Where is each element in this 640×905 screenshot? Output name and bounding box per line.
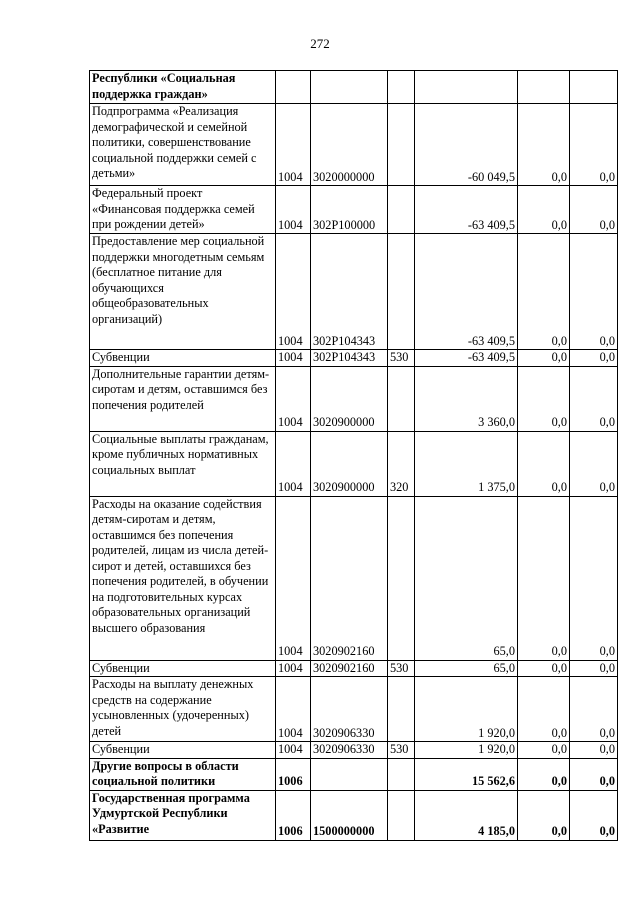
section-code: 1004: [276, 350, 311, 367]
amount-change: -63 409,5: [415, 350, 518, 367]
row-name: Субвенции: [90, 742, 276, 759]
amount-year3: 0,0: [570, 677, 618, 742]
expense-type-code: [388, 758, 415, 790]
row-name: Республики «Социальная поддержка граждан»: [90, 71, 276, 104]
section-code: 1004: [276, 660, 311, 677]
expense-type-code: [388, 496, 415, 660]
amount-year3: 0,0: [570, 742, 618, 759]
table-row: [90, 350, 618, 367]
amount-change: [415, 71, 518, 104]
amount-year2: 0,0: [518, 677, 570, 742]
table-row: [90, 790, 618, 840]
expense-type-code: [388, 677, 415, 742]
expense-type-code: [388, 104, 415, 186]
table-row: [90, 71, 618, 104]
amount-year2: 0,0: [518, 350, 570, 367]
target-article-code: 3020902160: [311, 496, 388, 660]
amount-year3: [570, 71, 618, 104]
row-name: Субвенции: [90, 660, 276, 677]
section-code: 1004: [276, 742, 311, 759]
table-row: [90, 660, 618, 677]
section-code: 1004: [276, 234, 311, 350]
row-name: Государственная программа Удмуртской Республики «Развитие: [90, 790, 276, 840]
target-article-code: [311, 71, 388, 104]
section-code: [276, 71, 311, 104]
amount-year3: 0,0: [570, 431, 618, 496]
target-article-code: 1500000000: [311, 790, 388, 840]
row-name: Другие вопросы в области социальной политики: [90, 758, 276, 790]
amount-year2: 0,0: [518, 234, 570, 350]
expense-type-code: 320: [388, 431, 415, 496]
row-name: Расходы на выплату денежных средств на содержание усыновленных (удочеренных) детей: [90, 677, 276, 742]
section-code: 1004: [276, 186, 311, 234]
row-name: Расходы на оказание содействия детям-сиротам и детям, оставшимся без попечения родителей, лицам из числа детей-сирот и детей, оставшихся без попечения родителей, в обучении на подготовительных курсах образовательных организаций высшего образования: [90, 496, 276, 660]
amount-year3: 0,0: [570, 496, 618, 660]
amount-year3: 0,0: [570, 366, 618, 431]
table-row: [90, 366, 618, 431]
amount-change: -60 049,5: [415, 104, 518, 186]
row-name: Подпрограмма «Реализация демографической и семейной политики, совершенствование социальной поддержки семей с детьми»: [90, 104, 276, 186]
amount-year3: 0,0: [570, 234, 618, 350]
amount-change: 1 920,0: [415, 742, 518, 759]
row-name: Дополнительные гарантии детям-сиротам и детям, оставшимся без попечения родителей: [90, 366, 276, 431]
amount-year3: 0,0: [570, 790, 618, 840]
table-row: [90, 742, 618, 759]
expense-type-code: [388, 186, 415, 234]
expense-type-code: 530: [388, 742, 415, 759]
amount-year2: 0,0: [518, 366, 570, 431]
section-code: 1006: [276, 758, 311, 790]
section-code: 1004: [276, 677, 311, 742]
expense-type-code: [388, 366, 415, 431]
row-name: Субвенции: [90, 350, 276, 367]
row-name: Федеральный проект «Финансовая поддержка семей при рождении детей»: [90, 186, 276, 234]
table-row: [90, 758, 618, 790]
amount-year2: 0,0: [518, 104, 570, 186]
table-row: [90, 234, 618, 350]
target-article-code: 3020906330: [311, 742, 388, 759]
row-name: Предоставление мер социальной поддержки многодетным семьям (бесплатное питание для обучающихся общеобразовательных организаций): [90, 234, 276, 350]
section-code: 1006: [276, 790, 311, 840]
target-article-code: 302P104343: [311, 234, 388, 350]
expense-type-code: [388, 790, 415, 840]
target-article-code: 302P100000: [311, 186, 388, 234]
amount-change: 1 375,0: [415, 431, 518, 496]
amount-year3: 0,0: [570, 758, 618, 790]
amount-year2: 0,0: [518, 660, 570, 677]
amount-year2: 0,0: [518, 431, 570, 496]
target-article-code: 3020000000: [311, 104, 388, 186]
section-code: 1004: [276, 104, 311, 186]
amount-change: -63 409,5: [415, 234, 518, 350]
amount-year3: 0,0: [570, 350, 618, 367]
amount-year3: 0,0: [570, 104, 618, 186]
target-article-code: 3020906330: [311, 677, 388, 742]
row-name: Социальные выплаты гражданам, кроме публичных нормативных социальных выплат: [90, 431, 276, 496]
amount-year2: 0,0: [518, 790, 570, 840]
amount-change: 65,0: [415, 660, 518, 677]
amount-change: 1 920,0: [415, 677, 518, 742]
amount-change: 15 562,6: [415, 758, 518, 790]
amount-year3: 0,0: [570, 660, 618, 677]
target-article-code: 3020900000: [311, 431, 388, 496]
section-code: 1004: [276, 496, 311, 660]
expense-type-code: [388, 71, 415, 104]
section-code: 1004: [276, 431, 311, 496]
target-article-code: 3020902160: [311, 660, 388, 677]
amount-year2: 0,0: [518, 186, 570, 234]
target-article-code: 302P104343: [311, 350, 388, 367]
amount-change: -63 409,5: [415, 186, 518, 234]
table-row: [90, 431, 618, 496]
table-row: [90, 104, 618, 186]
amount-year2: 0,0: [518, 496, 570, 660]
expense-type-code: 530: [388, 350, 415, 367]
amount-change: 3 360,0: [415, 366, 518, 431]
page-number: 272: [310, 36, 330, 51]
amount-year3: 0,0: [570, 186, 618, 234]
table-row: [90, 677, 618, 742]
amount-change: 4 185,0: [415, 790, 518, 840]
budget-table: [89, 70, 618, 841]
amount-year2: 0,0: [518, 742, 570, 759]
expense-type-code: [388, 234, 415, 350]
amount-change: 65,0: [415, 496, 518, 660]
target-article-code: [311, 758, 388, 790]
section-code: 1004: [276, 366, 311, 431]
expense-type-code: 530: [388, 660, 415, 677]
amount-year2: [518, 71, 570, 104]
table-row: [90, 186, 618, 234]
amount-year2: 0,0: [518, 758, 570, 790]
target-article-code: 3020900000: [311, 366, 388, 431]
table-row: [90, 496, 618, 660]
